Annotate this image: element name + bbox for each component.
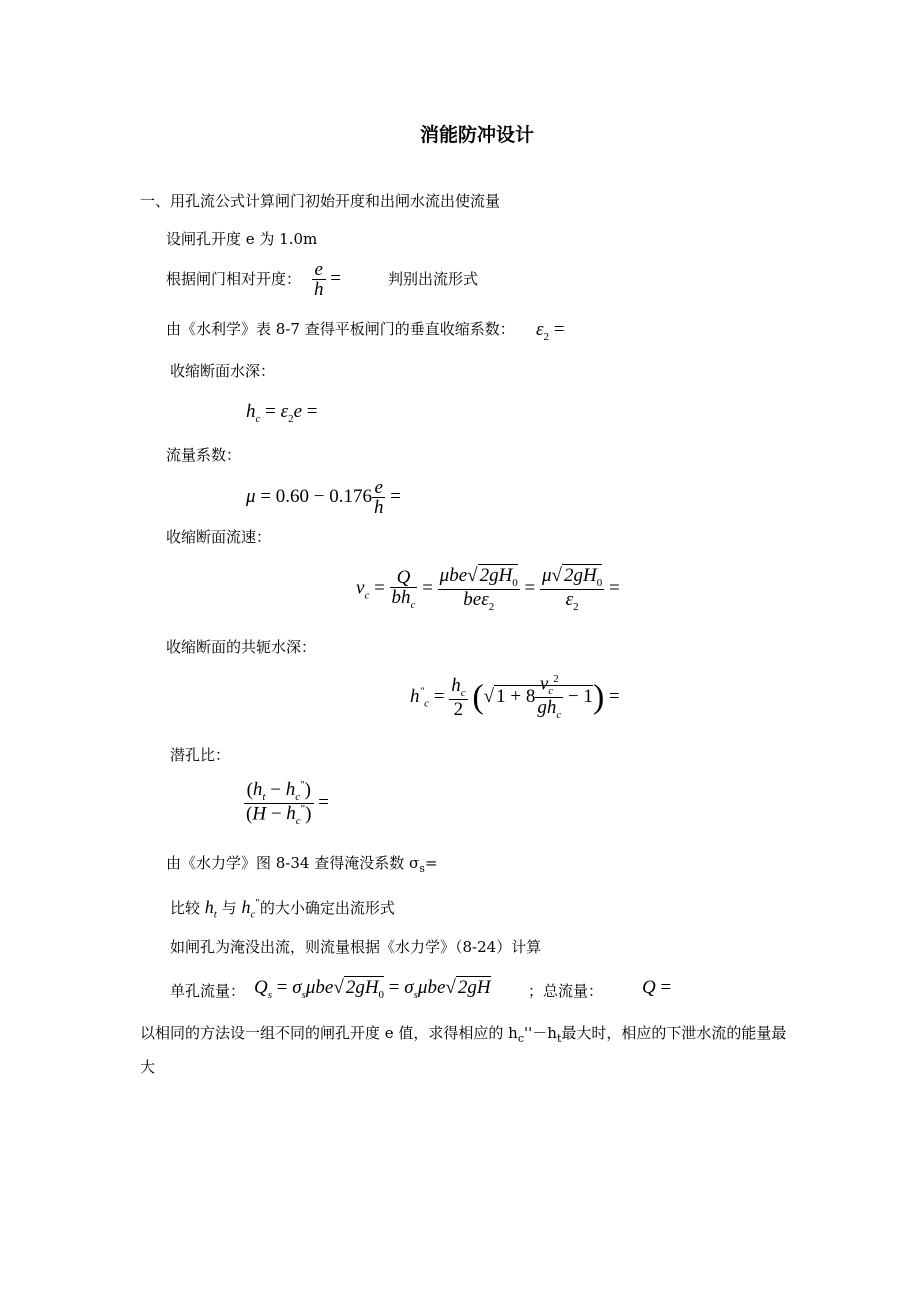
- section-heading: 一、用孔流公式计算闸门初始开度和出闸水流出使流量: [140, 192, 501, 210]
- conclusion-text-a: 以相同的方法设一组不同的闸孔开度 e 值，求得相应的 h: [140, 1024, 518, 1042]
- submergence-ratio-label: 潜孔比：: [170, 746, 231, 764]
- compare-suffix: 的大小确定出流形式: [259, 899, 395, 917]
- contraction-velocity-formula: $v_c$ = $\frac{Q}{bh_c}$ = $\frac{\mu be√ 2gH_0}{be\varepsilon_2}$ = $\frac{\mu√ 2gH_0}{\varepsilon_2}$ =: [356, 565, 620, 613]
- conclusion-line-1: [140, 1026, 786, 1044]
- conclusion-text-e: 最大时，相应的下泄水流的能量最: [561, 1024, 787, 1042]
- submergence-ratio-formula: $\frac{(h_t - h_c^")}{(H - h_c^")}$ =: [246, 779, 329, 828]
- relative-opening-label: 根据闸门相对开度：: [166, 270, 302, 288]
- contraction-depth-formula: $h_c = \varepsilon_2e$ =: [246, 401, 318, 425]
- total-flow-label: ；总流量：: [528, 982, 604, 1000]
- total-flow-formula: Q =: [642, 977, 672, 998]
- submergence-coef-label: 由《水力学》图 8-34 查得淹没系数 σ: [166, 854, 420, 872]
- contraction-coef-symbol: $\varepsilon_2$ =: [536, 319, 565, 343]
- relative-opening-formula: $\frac{e}{h}$ =: [314, 259, 341, 300]
- conjugate-depth-symbol: $h_c^"$: [241, 897, 260, 921]
- compare-and: 与: [221, 899, 237, 917]
- contraction-depth-label: 收缩断面水深：: [170, 362, 276, 380]
- submergence-coef-subscript: s: [419, 862, 425, 875]
- tailwater-depth-symbol: $h_t$: [204, 897, 217, 921]
- conclusion-line-2: 大: [140, 1058, 156, 1076]
- flow-coef-formula: μ = 0.60 − 0.176 $\frac{e}{h}$ =: [246, 477, 401, 518]
- single-flow-label: 单孔流量：: [170, 982, 246, 1000]
- judge-label: 判别出流形式: [388, 270, 479, 288]
- flow-coef-constants: 0.60 − 0.176: [275, 485, 372, 507]
- compare-line: [170, 898, 395, 921]
- conjugate-depth-formula: $h''_c$ = $\frac{h_c}{2}$ (√ 1 + 8 $\frac{v_c^2}{gh_c}$ − 1) =: [410, 673, 620, 721]
- conclusion-sub-c: c: [517, 1032, 525, 1045]
- submergence-coef-line: [166, 856, 437, 874]
- page-title: 消能防冲设计: [420, 124, 535, 146]
- opening-assumption: 设闸孔开度 e 为 1.0m: [166, 230, 318, 248]
- conclusion-sub-t: t: [556, 1032, 562, 1045]
- single-flow-formula: $Q_s = \sigma_s\mu be√$ $2gH_0 = \sigma_s\mu be√$ 2gH: [254, 977, 491, 1001]
- contraction-coef-label: 由《水利学》表 8-7 查得平板闸门的垂直收缩系数：: [166, 320, 515, 338]
- contraction-velocity-label: 收缩断面流速：: [166, 528, 272, 546]
- submergence-coef-tail: =: [424, 854, 438, 872]
- conjugate-depth-label: 收缩断面的共轭水深：: [166, 638, 317, 656]
- compare-prefix: 比较: [170, 899, 201, 917]
- submerged-flow-note: 如闸孔为淹没出流，则流量根据《水力学》（8-24）计算: [170, 938, 542, 956]
- conclusion-text-c: ''－h: [524, 1024, 557, 1042]
- flow-coef-label: 流量系数：: [166, 446, 242, 464]
